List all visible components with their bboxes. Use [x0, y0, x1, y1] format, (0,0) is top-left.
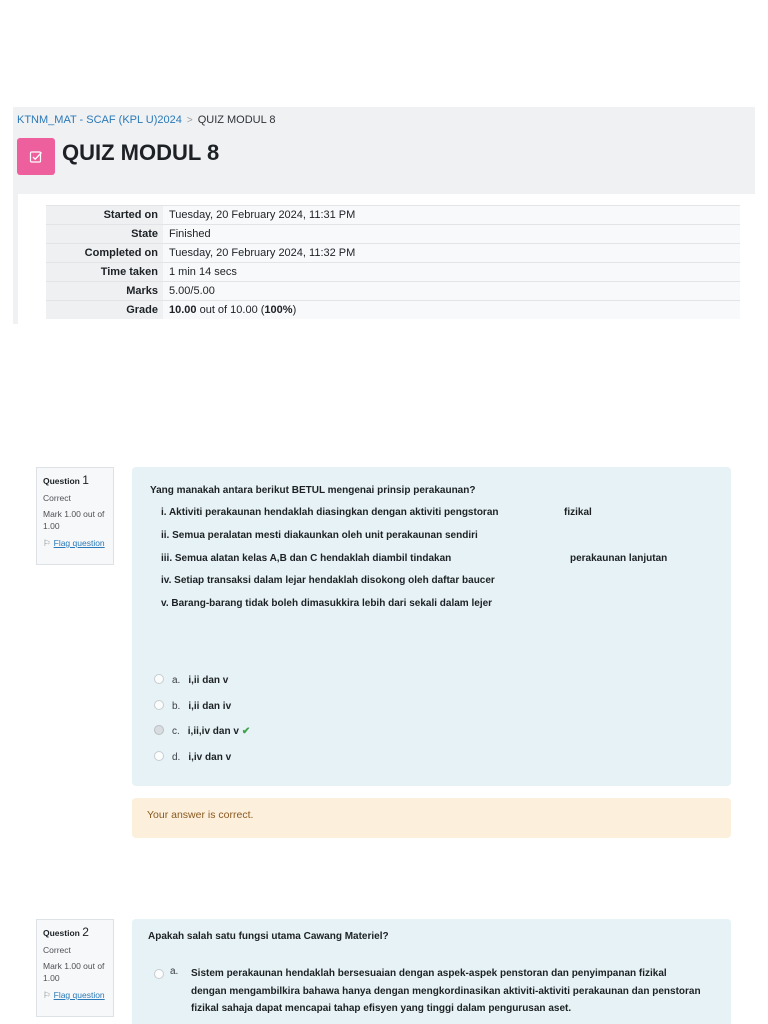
summary-label: Completed on — [46, 244, 163, 263]
question-label: Question — [43, 476, 80, 486]
option-text: i,iv dan v — [188, 752, 232, 763]
grade-close: ) — [292, 304, 297, 316]
summary-value — [163, 301, 740, 320]
option-letter: c. — [172, 726, 180, 737]
radio-button-selected[interactable] — [154, 725, 164, 735]
option-text: i,ii,iv dan v — [187, 726, 239, 737]
statement-text: iii. Semua alatan kelas A,B dan C hendaklah diambil tindakan — [161, 553, 452, 564]
answer-feedback — [132, 798, 731, 838]
breadcrumb-course-link[interactable]: KTNM_MAT - SCAF (KPL U)2024 — [17, 114, 182, 126]
statement-item: iv. Setiap transaksi dalam lejar hendaklah disokong oleh daftar baucer — [161, 575, 495, 586]
question-mark — [43, 960, 113, 984]
statement-item: ii. Semua peralatan mesti diakaunkan oleh unit perakaunan sendiri — [161, 530, 478, 541]
question-number — [43, 473, 113, 487]
answer-option-c[interactable] — [154, 725, 250, 737]
flag-question-link[interactable] — [43, 990, 113, 1001]
summary-label: Grade — [46, 301, 163, 320]
summary-label: Started on — [46, 206, 163, 225]
summary-row — [46, 301, 740, 320]
flag-icon: ⚐ — [43, 990, 51, 1000]
page-title: QUIZ MODUL 8 — [62, 140, 220, 165]
summary-value: Tuesday, 20 February 2024, 11:31 PM — [163, 206, 740, 225]
answer-option-a[interactable] — [154, 674, 228, 686]
statement-item — [161, 507, 592, 518]
question-content-2 — [132, 919, 731, 1024]
radio-button[interactable] — [154, 751, 164, 761]
mark-line: Mark 1.00 out of — [43, 961, 105, 971]
mark-line: 1.00 — [43, 521, 60, 531]
question-status: Correct — [43, 945, 71, 955]
page-header — [13, 107, 755, 194]
flag-icon: ⚐ — [43, 538, 51, 548]
summary-label: State — [46, 225, 163, 244]
statement-text: i. Aktiviti perakaunan hendaklah diasingkan dengan aktiviti pengstoran — [161, 507, 499, 518]
flag-question-link[interactable] — [43, 538, 113, 549]
option-text: i,ii dan iv — [188, 701, 232, 712]
summary-value: Tuesday, 20 February 2024, 11:32 PM — [163, 244, 740, 263]
question-text: Apakah salah satu fungsi utama Cawang Materiel? — [148, 931, 389, 942]
flag-label: Flag question — [53, 538, 105, 548]
option-letter: b. — [172, 701, 181, 712]
attempt-summary — [13, 194, 755, 324]
question-number-value: 1 — [82, 473, 89, 487]
radio-button[interactable] — [154, 674, 164, 684]
breadcrumb-current: QUIZ MODUL 8 — [197, 114, 276, 126]
grade-score: 10.00 — [169, 304, 197, 316]
option-letter: d. — [172, 752, 181, 763]
summary-value: 5.00/5.00 — [163, 282, 740, 301]
grade-out-of: out of 10.00 ( — [196, 304, 265, 316]
summary-row — [46, 282, 740, 301]
radio-button[interactable] — [154, 969, 164, 979]
statement-item — [161, 553, 668, 564]
correct-check-icon: ✔ — [241, 726, 251, 737]
statement-tail: perakaunan lanjutan — [570, 553, 668, 564]
grade-percent: 100% — [264, 304, 293, 316]
question-label: Question — [43, 928, 80, 938]
question-text: Yang manakah antara berikut BETUL mengenai prinsip perakaunan? — [150, 485, 476, 496]
statement-item: v. Barang-barang tidak boleh dimasukkira lebih dari sekali dalam lejer — [161, 598, 493, 609]
statement-tail: fizikal — [564, 507, 592, 518]
breadcrumb-separator: > — [186, 115, 193, 126]
question-mark — [43, 508, 113, 532]
summary-table — [46, 205, 740, 319]
question-number — [43, 925, 113, 939]
summary-row — [46, 244, 740, 263]
summary-row — [46, 263, 740, 282]
question-content-1 — [132, 467, 731, 786]
summary-value: Finished — [163, 225, 740, 244]
question-number-value: 2 — [82, 925, 89, 939]
question-info-2 — [36, 919, 114, 1017]
question-info-1 — [36, 467, 114, 565]
radio-button[interactable] — [154, 700, 164, 710]
answer-option-b[interactable] — [154, 700, 231, 712]
answer-option-d[interactable] — [154, 751, 231, 763]
summary-row — [46, 225, 740, 244]
question-status: Correct — [43, 493, 71, 503]
option-text: Sistem perakaunan hendaklah bersesuaian dengan aspek-aspek penstoran dan penyimpanan fizikal dengan mengambilkira bahawa hanya dengan mengkordinasikan aktiviti-aktiviti perakaunan dan penstoran fizikal sahaja dapat mencapai tahap efisyen yang tinggi dalam pengurusan aset. — [191, 968, 701, 1014]
quiz-icon — [17, 138, 55, 175]
summary-label: Marks — [46, 282, 163, 301]
flag-label: Flag question — [53, 990, 105, 1000]
option-letter: a. — [170, 966, 179, 977]
option-letter: a. — [172, 675, 181, 686]
summary-label: Time taken — [46, 263, 163, 282]
summary-value: 1 min 14 secs — [163, 263, 740, 282]
mark-line: Mark 1.00 out of — [43, 509, 105, 519]
option-text: i,ii dan v — [188, 675, 229, 686]
mark-line: 1.00 — [43, 973, 60, 983]
breadcrumb — [17, 114, 276, 126]
feedback-text: Your answer is correct. — [147, 809, 254, 821]
summary-row — [46, 206, 740, 225]
